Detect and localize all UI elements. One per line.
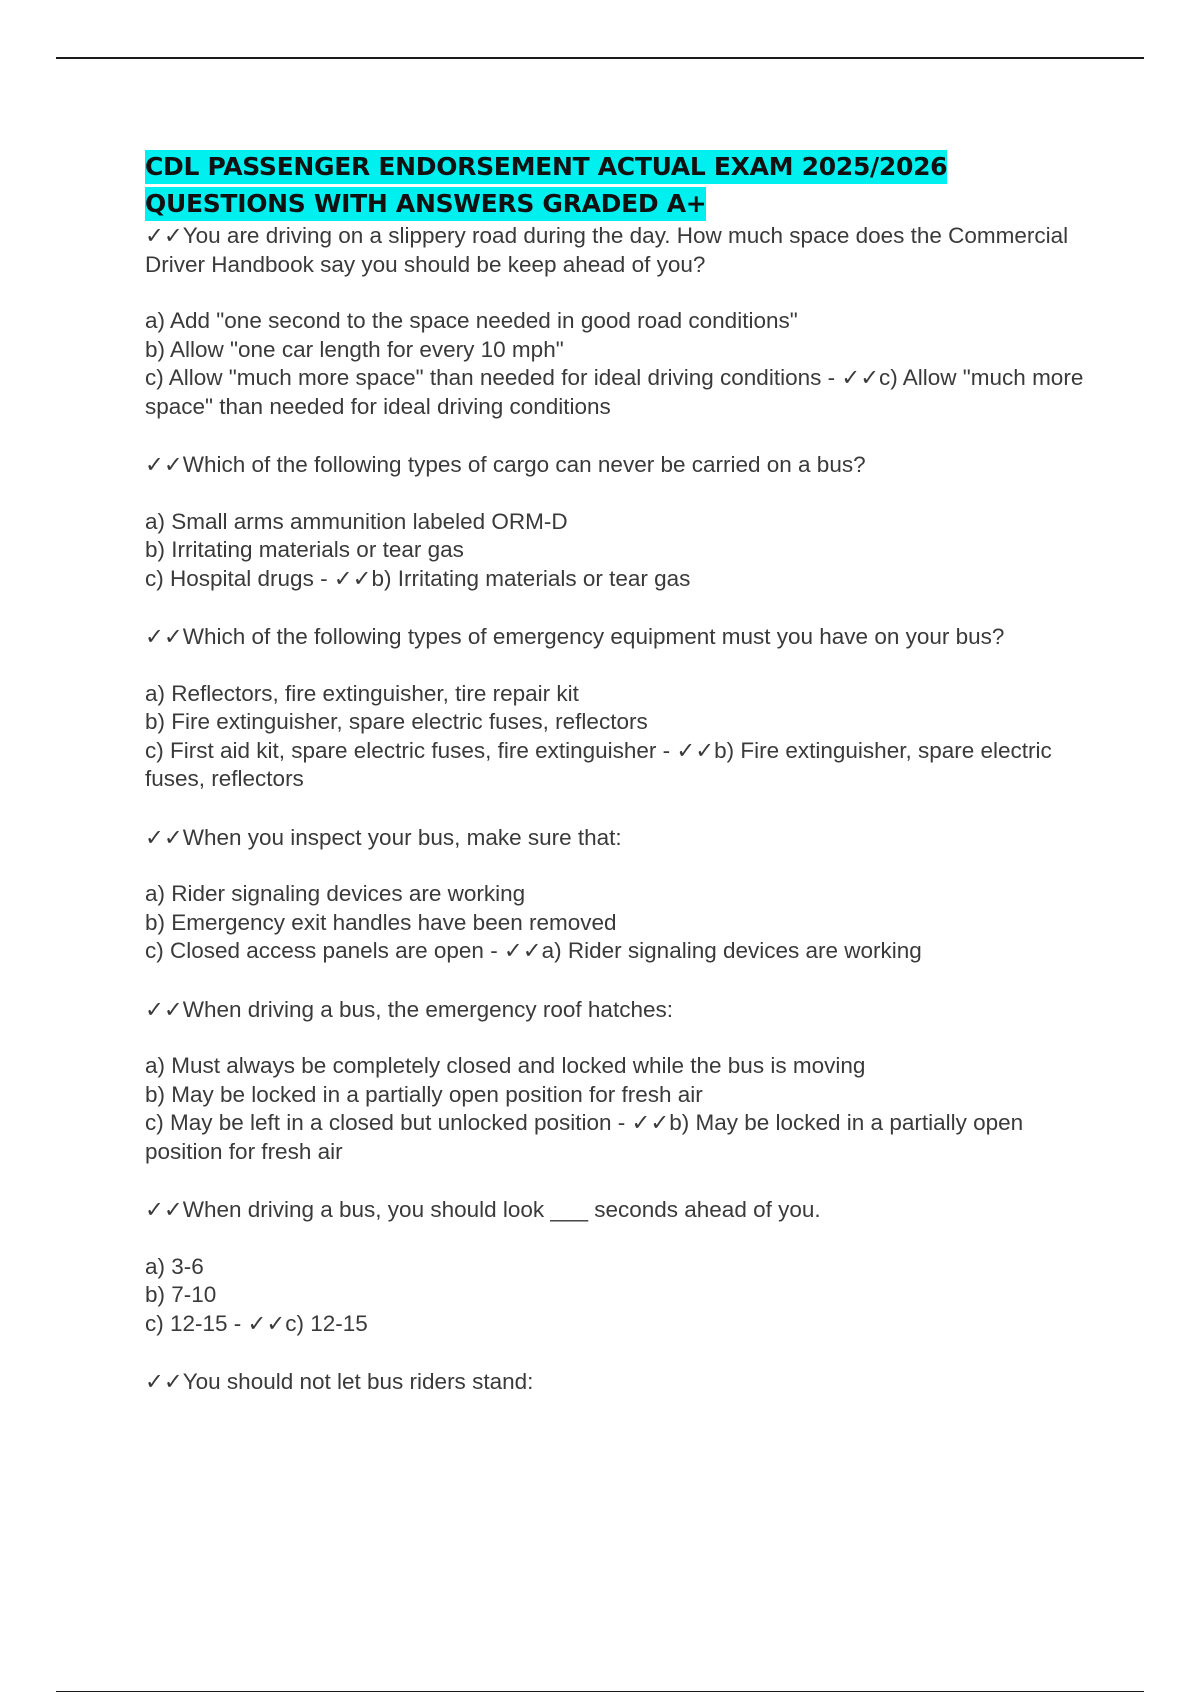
question-text: ✓✓You should not let bus riders stand: bbox=[145, 1369, 534, 1394]
document-body bbox=[145, 148, 1105, 1397]
header-rule bbox=[56, 57, 1144, 59]
question-text: ✓✓When driving a bus, you should look ___ seconds ahead of you. bbox=[145, 1197, 821, 1222]
question-block bbox=[145, 1368, 1105, 1397]
option-b: b) 7-10 bbox=[145, 1282, 217, 1307]
option-a: a) Reflectors, fire extinguisher, tire repair kit bbox=[145, 680, 579, 706]
question-text: ✓✓Which of the following types of emergency equipment must you have on your bus? bbox=[145, 624, 1005, 649]
question-block bbox=[145, 222, 1105, 421]
title-line-2: QUESTIONS WITH ANSWERS GRADED A+ bbox=[145, 187, 706, 221]
question-text: ✓✓When you inspect your bus, make sure that: bbox=[145, 824, 622, 850]
question-block bbox=[145, 824, 1105, 966]
option-c-with-answer: c) Allow "much more space" than needed for ideal driving conditions - ✓✓c) Allow "much more space" than needed for ideal driving conditions bbox=[145, 365, 1084, 419]
option-a: a) Must always be completely closed and locked while the bus is moving bbox=[145, 1053, 866, 1078]
question-text: ✓✓Which of the following types of cargo can never be carried on a bus? bbox=[145, 452, 866, 477]
option-a: a) 3-6 bbox=[145, 1253, 204, 1279]
option-list bbox=[145, 1253, 1105, 1339]
option-c-with-answer: c) May be left in a closed but unlocked position - ✓✓b) May be locked in a partially open position for fresh air bbox=[145, 1110, 1024, 1164]
option-b: b) Allow "one car length for every 10 mph" bbox=[145, 336, 564, 362]
question-block bbox=[145, 996, 1105, 1167]
option-c-with-answer: c) Hospital drugs - ✓✓b) Irritating materials or tear gas bbox=[145, 565, 691, 591]
option-list bbox=[145, 680, 1105, 794]
footer-rule bbox=[56, 1691, 1144, 1692]
option-a: a) Add "one second to the space needed in good road conditions" bbox=[145, 308, 798, 333]
option-b: b) Emergency exit handles have been removed bbox=[145, 909, 617, 935]
option-list bbox=[145, 880, 1105, 966]
option-b: b) May be locked in a partially open position for fresh air bbox=[145, 1081, 703, 1107]
question-text: ✓✓You are driving on a slippery road during the day. How much space does the Commercial Driver Handbook say you should be keep ahead of you? bbox=[145, 223, 1069, 277]
option-c-with-answer: c) Closed access panels are open - ✓✓a) Rider signaling devices are working bbox=[145, 938, 922, 963]
question-block bbox=[145, 623, 1105, 794]
option-a: a) Small arms ammunition labeled ORM-D bbox=[145, 508, 568, 534]
question-block bbox=[145, 1196, 1105, 1338]
option-b: b) Irritating materials or tear gas bbox=[145, 537, 464, 562]
option-list bbox=[145, 307, 1105, 421]
question-block bbox=[145, 451, 1105, 593]
option-list bbox=[145, 508, 1105, 594]
option-c-with-answer: c) 12-15 - ✓✓c) 12-15 bbox=[145, 1310, 368, 1336]
option-list bbox=[145, 1052, 1105, 1166]
option-c-with-answer: c) First aid kit, spare electric fuses, fire extinguisher - ✓✓b) Fire extinguisher, spare electric fuses, reflectors bbox=[145, 737, 1052, 791]
question-text: ✓✓When driving a bus, the emergency roof hatches: bbox=[145, 996, 673, 1022]
option-b: b) Fire extinguisher, spare electric fuses, reflectors bbox=[145, 709, 648, 734]
option-a: a) Rider signaling devices are working bbox=[145, 881, 526, 906]
question-list bbox=[145, 222, 1105, 1397]
title-line-1: CDL PASSENGER ENDORSEMENT ACTUAL EXAM 2025/2026 bbox=[145, 150, 947, 184]
document-title bbox=[145, 148, 1105, 222]
